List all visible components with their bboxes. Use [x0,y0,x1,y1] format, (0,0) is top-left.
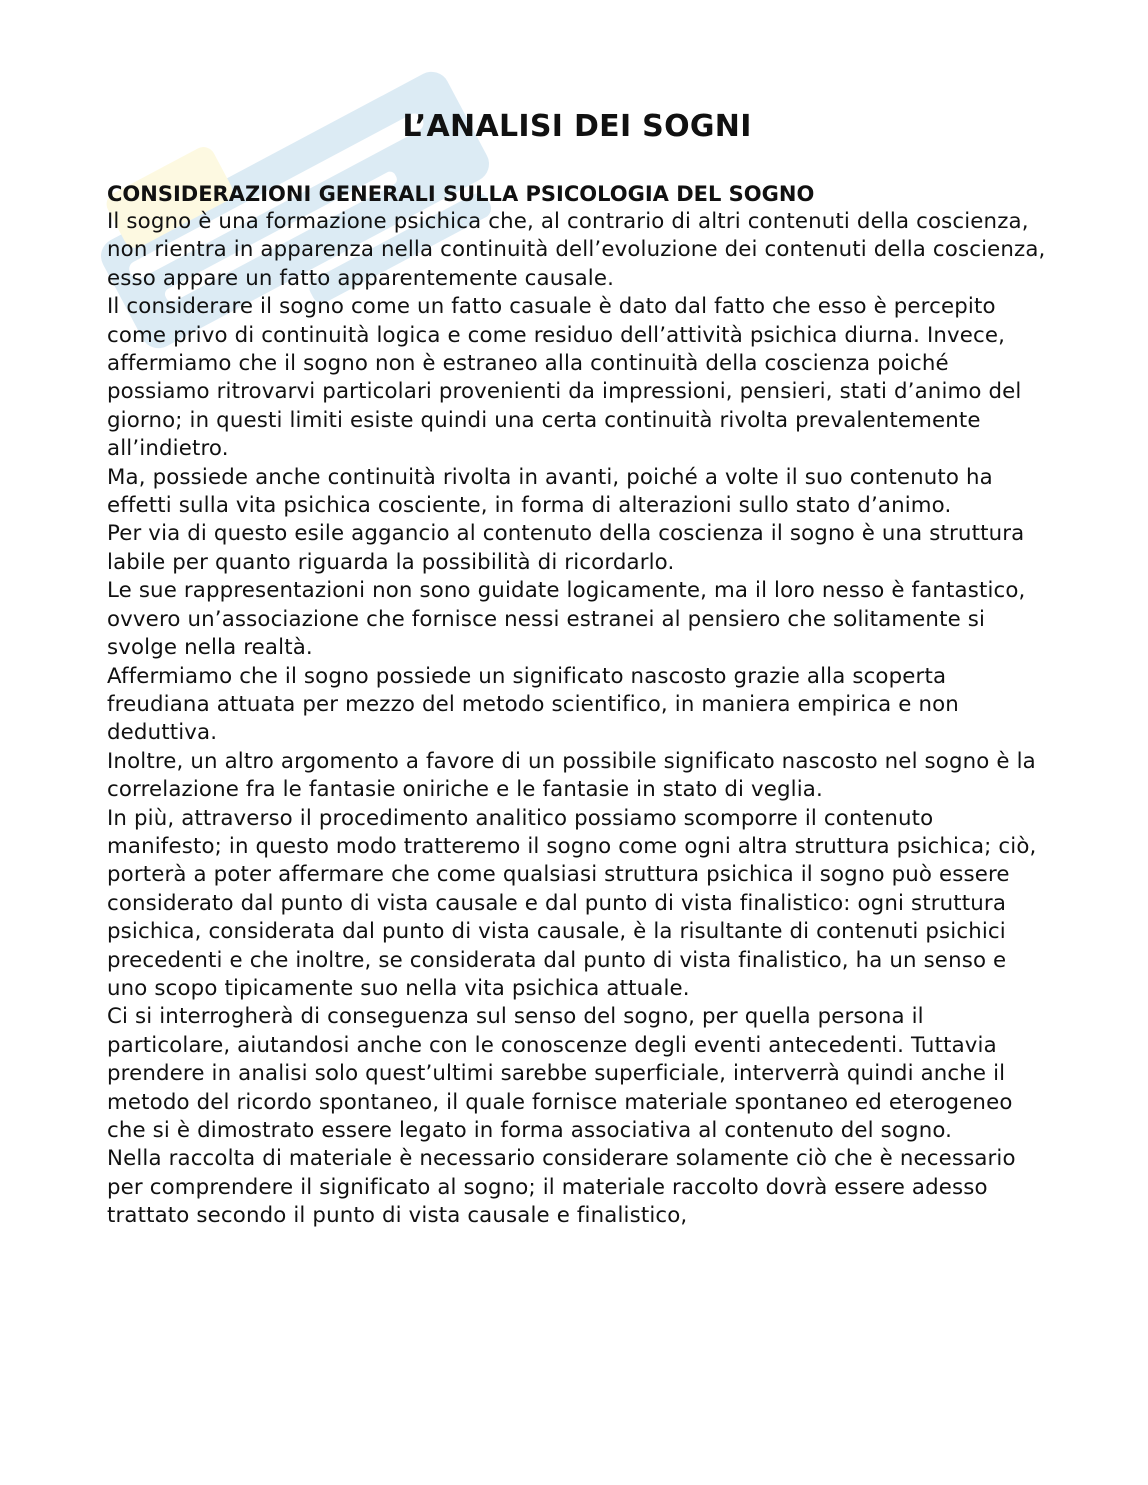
paragraph-8: In più, attraverso il procedimento analitico possiamo scomporre il contenuto manifesto; in questo modo tratteremo il sogno come ogni altra struttura psichica; ciò, porterà a poter affermare che come qualsiasi struttura psichica il sogno può essere considerato dal punto di vista causale e dal punto di vista finalistico: ogni struttura psichica, considerata dal punto di vista causale, è la risultante di contenuti psichici precedenti e che inoltre, se considerata dal punto di vista finalistico, ha un senso e uno scopo tipicamente suo nella vita psichica attuale. [107,805,1037,1001]
document-page [107,104,1047,1231]
paragraph-10: Nella raccolta di materiale è necessario considerare solamente ciò che è necessario per comprendere il significato al sogno; il materiale raccolto dovrà essere adesso trattato secondo il punto di vista causale e finalistico, [107,1146,1016,1229]
paragraph-5: Le sue rappresentazioni non sono guidate logicamente, ma il loro nesso è fantastico, ovvero un’associazione che fornisce nessi estranei al pensiero che solitamente si svolge nella realtà. [107,578,1026,661]
paragraph-1: Il sogno è una formazione psichica che, al contrario di altri contenuti della coscienza, non rientra in apparenza nella continuità dell’evoluzione dei contenuti della coscienza, esso appare un fatto apparentemente causale. [107,209,1046,291]
paragraph-2: Il considerare il sogno come un fatto casuale è dato dal fatto che esso è percepito come privo di continuità logica e come residuo dell’attività psichica diurna. Invece, affermiamo che il sogno non è estraneo alla continuità della coscienza poiché possiamo ritrovarvi particolari provenienti da impressioni, pensieri, stati d’animo del giorno; in questi limiti esiste quindi una certa continuità rivolta prevalentemente all’indietro. [107,294,1022,462]
paragraph-7: Inoltre, un altro argomento a favore di un possibile significato nascosto nel sogno è la correlazione fra le fantasie oniriche e le fantasie in stato di veglia. [107,748,1036,803]
paragraph-6: Affermiamo che il sogno possiede un significato nascosto grazie alla scoperta freudiana attuata per mezzo del metodo scientifico, in maniera empirica e non deduttiva. [107,663,959,746]
paragraph-4: Per via di questo esile aggancio al contenuto della coscienza il sogno è una struttura labile per quanto riguarda la possibilità di ricordarlo. [107,521,1025,575]
document-title: L’ANALISI DEI SOGNI [402,109,752,144]
section-heading: CONSIDERAZIONI GENERALI SULLA PSICOLOGIA DEL SOGNO [107,182,815,206]
paragraph-9: Ci si interrogherà di conseguenza sul senso del sogno, per quella persona il particolare, aiutandosi anche con le conoscenze degli eventi antecedenti. Tuttavia prendere in analisi solo quest’ultimi sarebbe superficiale, interverrà quindi anche il metodo del ricordo spontaneo, il quale fornisce materiale spontaneo ed eterogeneo che si è dimostrato essere legato in forma associativa al contenuto del sogno. [107,1004,1013,1143]
paragraph-3: Ma, possiede anche continuità rivolta in avanti, poiché a volte il suo contenuto ha effetti sulla vita psichica cosciente, in forma di alterazioni sullo stato d’animo. [107,464,993,519]
